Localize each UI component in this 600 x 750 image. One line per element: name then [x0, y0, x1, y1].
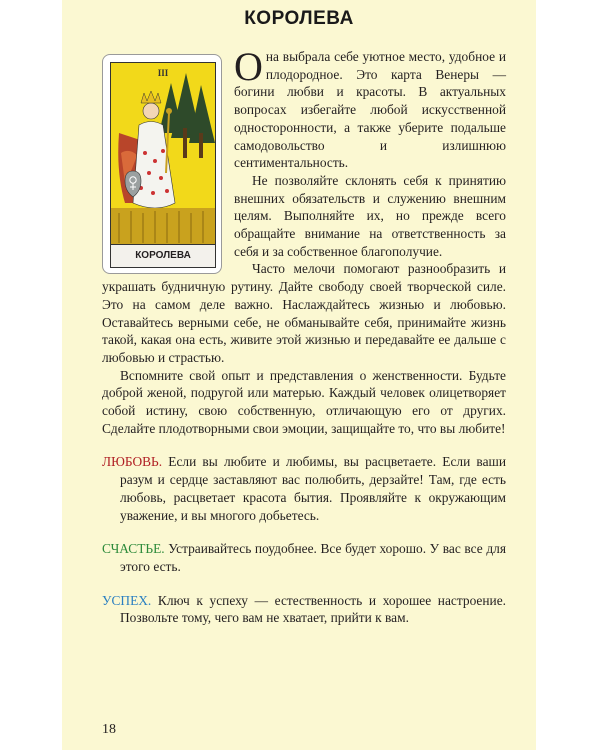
book-page — [62, 0, 536, 750]
love-keyword: ЛЮБОВЬ. — [102, 454, 163, 470]
page-number: 18 — [102, 722, 116, 737]
body-text — [102, 44, 506, 627]
intro-paragraph-2: Не позволяйте склонять себя к принятию внешних обязательств и служению внешним целям. Выполняйте их, но прежде всего обращайте внимание на ответственность за себя и за собственное благополучие. — [234, 172, 506, 259]
section-happiness — [102, 540, 506, 575]
happiness-text: Устраивайтесь поудобнее. Все будет хорошо. У вас все для этого есть. — [120, 541, 506, 574]
intro-paragraph-3: Часто мелочи помогают разнообразить и украшать будничную рутину. Дайте свободу своей творческой силе. Это на самом деле важно. Наслаждайтесь жизнью и любовью. Оставайтесь верными себе, не обманывайте себя, принимайте жизнь такой, какая она есть, живите этой жизнью и передавайте ее дальше с любовью и страстью. — [102, 261, 506, 365]
love-text: Если вы любите и любимы, вы расцветаете. Если ваши разум и сердце заставляют вас полюбить, дерзайте! Там, где есть любовь, расцветает красота бытия. Проявляйте к окружающим уважение, и вы многого добьетесь. — [120, 454, 506, 523]
drop-cap: О — [234, 44, 263, 89]
success-keyword: УСПЕХ. — [102, 592, 152, 608]
card-number: III — [157, 68, 169, 78]
paragraph-1-text: на выбрала себе уютное место, удобное и плодородное. Это карта Венеры — богини любви и красоты. В актуальных вопросах избегайте любой искусственной односторонности, а также уберите подальше самодовольство и излишнюю сентиментальность. — [234, 49, 506, 171]
intro-paragraph-4: Вспомните свой опыт и представления о женственности. Будьте доброй женой, подругой или матерью. Каждый человек олицетворяет собой истину, свою собственную, отличающую его от других. Сделайте плодотворными свои эмоции, защищайте то, что вы любите! — [102, 367, 506, 436]
success-text: Ключ к успеху — естественность и хорошее настроение. Позвольте тому, чего вам не хватает, прийти к вам. — [120, 592, 506, 626]
tarot-card-frame — [110, 62, 216, 268]
tarot-card-image — [102, 54, 222, 274]
empress-illustration — [111, 63, 215, 245]
card-name: КОРОЛЕВА — [111, 244, 215, 267]
page-title: КОРОЛЕВА — [244, 8, 354, 29]
happiness-keyword: СЧАСТЬЕ. — [102, 541, 165, 557]
section-love — [102, 453, 506, 524]
section-success — [102, 592, 506, 627]
